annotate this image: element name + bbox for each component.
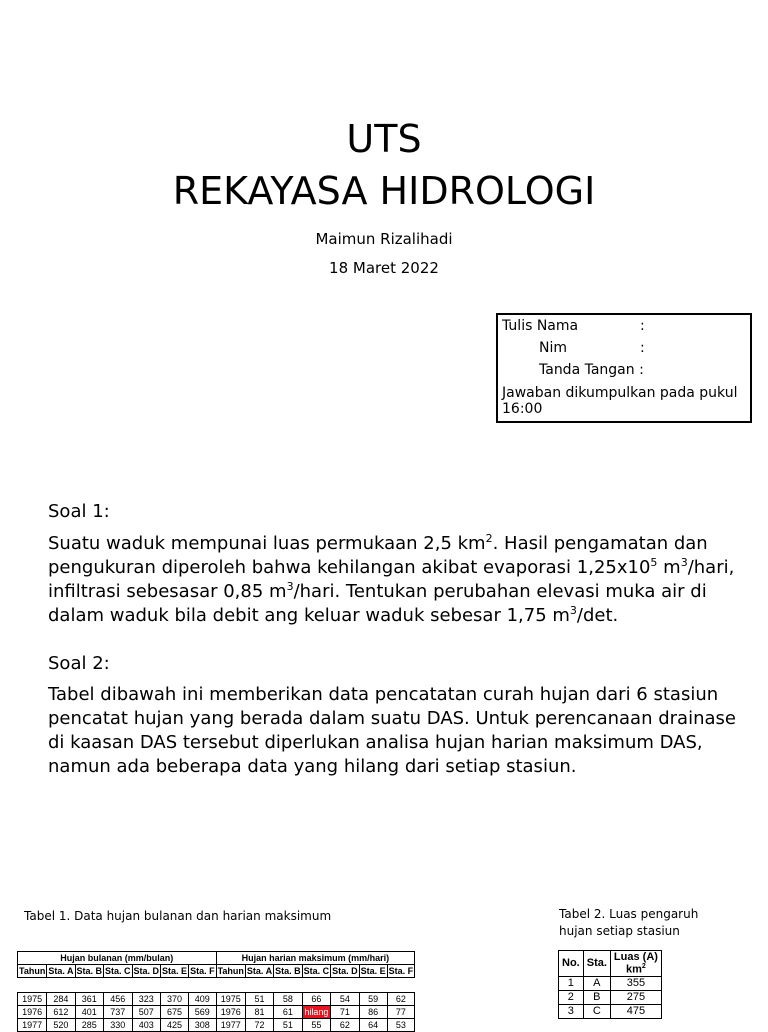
author-name: Maimun Rizalihadi: [315, 230, 453, 248]
column-header: Sta. A: [246, 966, 273, 976]
table-cell: 569: [189, 1006, 217, 1019]
exam-title: UTS: [346, 117, 422, 161]
table-cell: 1: [559, 976, 584, 990]
column-header: Sta. F: [388, 966, 414, 976]
column-header: No.: [559, 951, 584, 977]
column-header: Sta. B: [275, 966, 301, 976]
table-row: [18, 1019, 415, 1032]
column-header: Tahun: [217, 966, 244, 976]
table-cell: 1976: [216, 1006, 245, 1019]
nim-row: [502, 337, 750, 359]
name-row: [502, 315, 750, 337]
table-cell: 51: [274, 1019, 303, 1032]
table-cell: 1977: [216, 1019, 245, 1032]
table-cell: 1975: [18, 993, 47, 1006]
rainfall-table: [17, 951, 415, 1032]
column-header: Sta. C: [105, 966, 131, 976]
column-header: Sta. A: [48, 966, 74, 976]
table-cell: 81: [245, 1006, 273, 1019]
table-cell: 456: [104, 993, 133, 1006]
table-cell: 66: [302, 993, 331, 1006]
table-column-header: [18, 965, 415, 978]
table-row: [18, 993, 415, 1006]
table-cell: 59: [359, 993, 387, 1006]
column-header: Sta. D: [332, 966, 358, 976]
soal1-text: Suatu waduk mempunai luas permukaan 2,5 $km^2$. Hasil pengamatan dan pengukuran diperoleh bahwa kehilangan akibat evaporasi $1,25x10^5$ $m^3$/hari, infiltrasi sebesasar 0,85 $m^3$/hari. Tentukan perubahan elevasi muka air di dalam waduk bila debit ang keluar waduk sebesar 1,75 $m^3/\det$.: [48, 532, 735, 626]
table-cell: 409: [189, 993, 217, 1006]
exam-date: 18 Maret 2022: [329, 259, 439, 277]
table-cell: 361: [75, 993, 104, 1006]
column-header: Sta.: [583, 951, 610, 977]
daily-group-header: Hujan harian maksimum (mm/hari): [216, 952, 415, 965]
table-cell: 403: [132, 1019, 161, 1032]
table-cell: 425: [161, 1019, 189, 1032]
table-column-header: [559, 951, 662, 977]
table-cell: 330: [104, 1019, 133, 1032]
table-cell: 370: [161, 993, 189, 1006]
table1-caption: Tabel 1. Data hujan bulanan dan harian maksimum: [24, 909, 332, 923]
table-cell: 612: [47, 1006, 75, 1019]
table-cell: 62: [331, 1019, 360, 1032]
table-cell: 53: [387, 1019, 415, 1032]
table-row: [18, 1006, 415, 1019]
column-header: Tahun: [19, 966, 46, 976]
table-cell: 507: [132, 1006, 161, 1019]
course-title: REKAYASA HIDROLOGI: [172, 169, 596, 213]
table-cell: 55: [302, 1019, 331, 1032]
table-cell: 675: [161, 1006, 189, 1019]
table-cell: C: [583, 1004, 610, 1018]
table-cell: 64: [359, 1019, 387, 1032]
column-header: Sta. E: [162, 966, 188, 976]
submission-note: Jawaban dikumpulkan pada pukul 16:00: [502, 385, 738, 417]
table-cell: 308: [189, 1019, 217, 1032]
signature-row: [502, 359, 750, 381]
column-header: Sta. F: [190, 966, 215, 976]
name-colon: :: [640, 318, 645, 334]
column-header: Sta. C: [303, 966, 330, 976]
table-cell: A: [583, 976, 610, 990]
table2-caption: [559, 906, 698, 940]
table-spacer-row: [18, 978, 415, 993]
column-header: Sta. B: [76, 966, 103, 976]
table-cell: 61: [274, 1006, 303, 1019]
column-header: Sta. D: [133, 966, 160, 976]
table-cell: 71: [331, 1006, 360, 1019]
table-cell: 1975: [216, 993, 245, 1006]
table-cell: 520: [47, 1019, 75, 1032]
nim-colon: :: [640, 340, 645, 356]
table-cell: B: [583, 990, 610, 1004]
table-cell: 54: [331, 993, 360, 1006]
table-cell: 737: [104, 1006, 133, 1019]
table-cell: 62: [387, 993, 415, 1006]
soal1-heading: Soal 1:: [48, 501, 110, 522]
table-cell: 72: [245, 1019, 273, 1032]
table-cell: 355: [610, 976, 661, 990]
table-row: [559, 976, 662, 990]
table-cell: 475: [610, 1004, 661, 1018]
table2-caption-line: Tabel 2. Luas pengaruh: [559, 907, 699, 921]
table-cell: 401: [75, 1006, 104, 1019]
table-cell: 284: [47, 993, 75, 1006]
soal2-text: Tabel dibawah ini memberikan data pencatatan curah hujan dari 6 stasiun pencatat hujan yang berada dalam suatu DAS. Untuk perencanaan drainase di kaasan DAS tersebut diperlukan analisa hujan harian maksimum DAS, namun ada beberapa data yang hilang dari setiap stasiun.: [48, 684, 736, 777]
table-cell: 1976: [18, 1006, 47, 1019]
signature-label: Tanda Tangan :: [539, 362, 644, 378]
monthly-group-header: Hujan bulanan (mm/bulan): [18, 952, 217, 965]
table-cell: 77: [387, 1006, 415, 1019]
table-cell: 3: [559, 1004, 584, 1018]
nim-label: Nim: [539, 340, 567, 356]
table-row: [559, 1004, 662, 1018]
table-cell: 275: [610, 990, 661, 1004]
table-cell: 1977: [18, 1019, 47, 1032]
table-group-header: [18, 952, 415, 965]
table-cell: 51: [245, 993, 273, 1006]
table-cell: 285: [75, 1019, 104, 1032]
table2-caption-line: hujan setiap stasiun: [559, 924, 680, 938]
table-cell: 58: [274, 993, 303, 1006]
column-header: Sta. E: [360, 966, 386, 976]
table-cell: 86: [359, 1006, 387, 1019]
name-label: Tulis Nama: [502, 318, 579, 334]
soal2-heading: Soal 2:: [48, 653, 110, 674]
table-row: [559, 990, 662, 1004]
column-header: Luas (A) $km^2$: [610, 951, 661, 977]
table-cell: 323: [132, 993, 161, 1006]
student-info-box: [496, 313, 752, 423]
table-cell: 2: [559, 990, 584, 1004]
missing-value-cell: hilang: [302, 1006, 331, 1019]
area-table: [558, 950, 662, 1019]
